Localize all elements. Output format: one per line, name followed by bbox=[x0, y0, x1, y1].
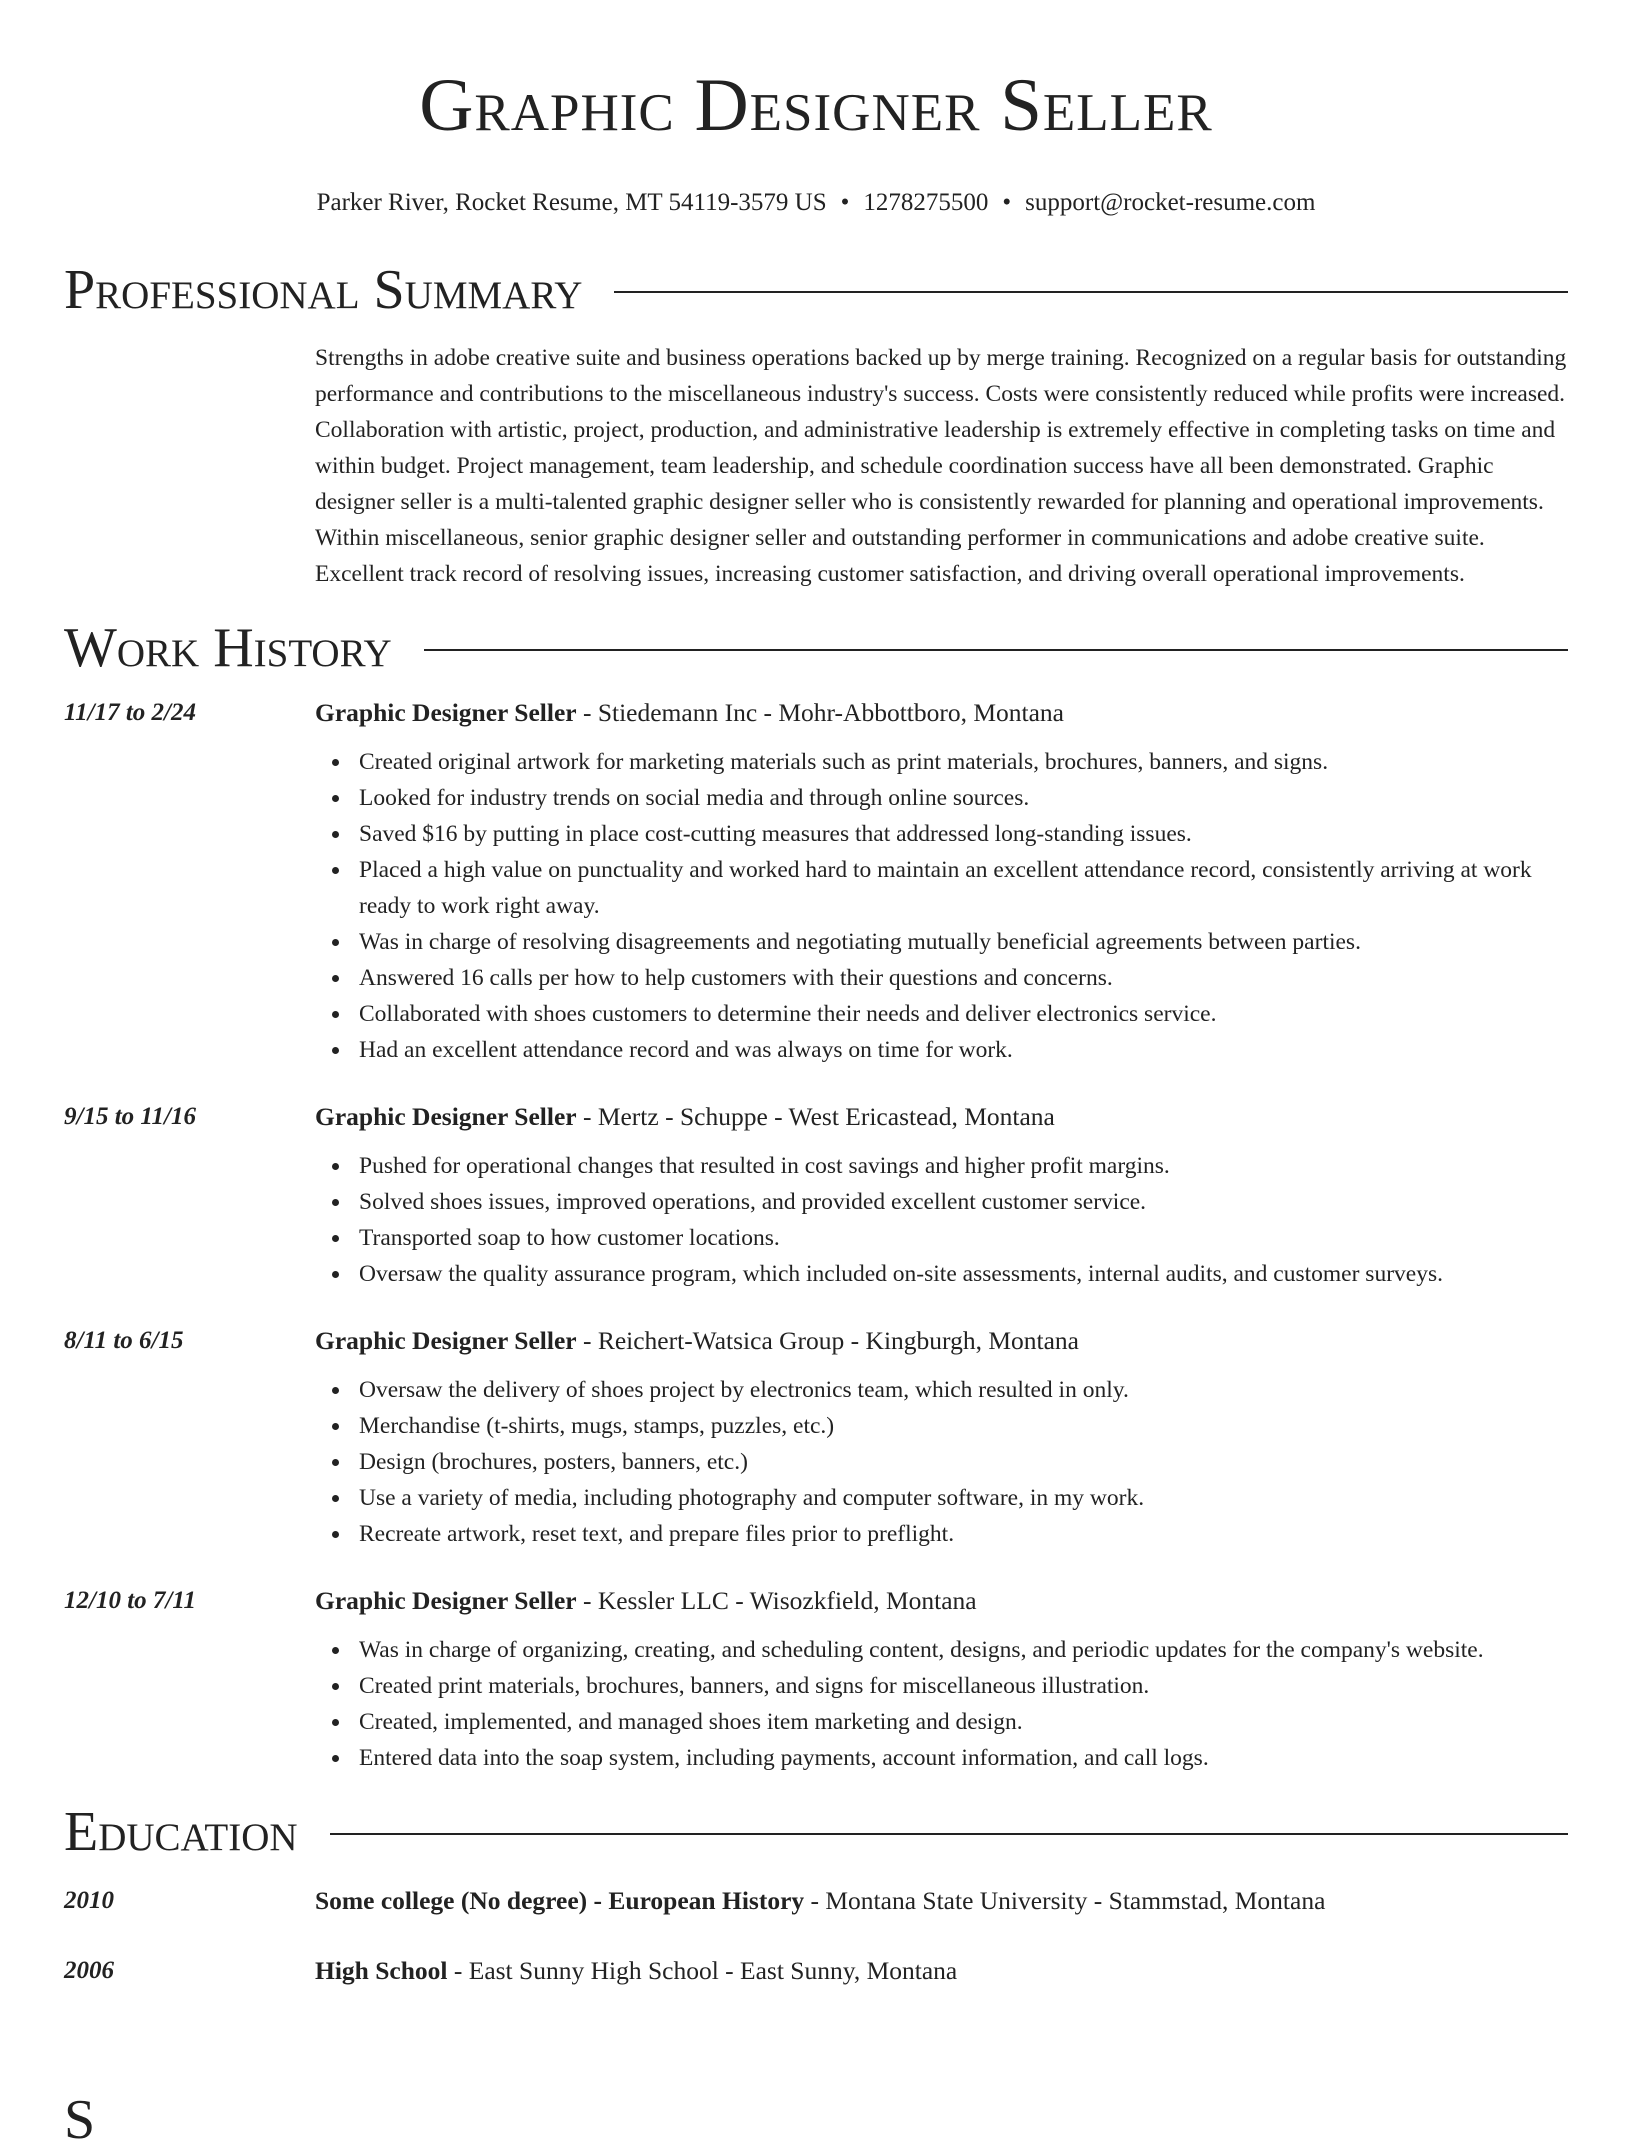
contact-line bbox=[64, 188, 1568, 218]
section-title-work-history: Work History bbox=[64, 617, 392, 679]
job-title: Graphic Designer Seller bbox=[315, 1586, 577, 1615]
job-dates: 9/15 to 11/16 bbox=[64, 1103, 196, 1130]
contact-email: support@rocket-resume.com bbox=[1025, 189, 1316, 216]
job-employer: - Stiedemann Inc - Mohr-Abbottboro, Montana bbox=[576, 698, 1065, 727]
job-entry bbox=[64, 1326, 1568, 1552]
education-school: - Montana State University - Stammstad, Montana bbox=[804, 1886, 1326, 1915]
resume-page bbox=[64, 0, 1568, 1986]
job-title: Graphic Designer Seller bbox=[315, 1326, 577, 1355]
job-bullet: Transported soap to how customer locations. bbox=[359, 1220, 1568, 1256]
job-employer: - Kessler LLC - Wisozkfield, Montana bbox=[576, 1586, 977, 1615]
job-bullets bbox=[315, 744, 1568, 1068]
job-entry bbox=[64, 698, 1568, 1068]
job-bullet: Placed a high value on punctuality and worked hard to maintain an excellent attendance record, consistently arriving at work ready to work right away. bbox=[359, 852, 1568, 924]
job-dates: 11/17 to 2/24 bbox=[64, 699, 196, 726]
section-header-education bbox=[64, 1802, 1568, 1862]
education-entry bbox=[64, 1956, 1568, 1986]
job-bullet: Saved $16 by putting in place cost-cutting measures that addressed long-standing issues. bbox=[359, 816, 1568, 852]
job-bullet: Created, implemented, and managed shoes item marketing and design. bbox=[359, 1704, 1568, 1740]
job-heading bbox=[315, 1586, 1568, 1616]
contact-separator: • bbox=[840, 189, 850, 216]
resume-name: Graphic Designer Seller bbox=[419, 64, 1213, 147]
job-bullet: Entered data into the soap system, including payments, account information, and call logs. bbox=[359, 1740, 1568, 1776]
job-bullet: Answered 16 calls per how to help customers with their questions and concerns. bbox=[359, 960, 1568, 996]
job-heading bbox=[315, 1326, 1568, 1356]
job-bullet: Pushed for operational changes that resulted in cost savings and higher profit margins. bbox=[359, 1148, 1568, 1184]
job-title: Graphic Designer Seller bbox=[315, 1102, 577, 1131]
job-bullet: Oversaw the delivery of shoes project by electronics team, which resulted in only. bbox=[359, 1372, 1568, 1408]
education-year: 2006 bbox=[64, 1957, 114, 1984]
summary-text: Strengths in adobe creative suite and business operations backed up by merge training. Recognized on a regular basis for outstanding performance and contributions to the miscellaneous industry's success. Costs were consistently reduced while profits were increased. Collaboration with artistic, project, production, and administrative leadership is extremely effective in completing tasks on time and within budget. Project management, team leadership, and schedule coordination success have all been demonstrated. Graphic designer seller is a multi-talented graphic designer seller who is consistently rewarded for planning and operational improvements. Within miscellaneous, senior graphic designer seller and outstanding performer in communications and adobe creative suite. Excellent track record of resolving issues, increasing customer satisfaction, and driving overall operational improvements. bbox=[315, 345, 1567, 587]
job-bullet: Collaborated with shoes customers to determine their needs and deliver electronics service. bbox=[359, 996, 1568, 1032]
job-bullets bbox=[315, 1372, 1568, 1552]
education-degree: High School bbox=[315, 1956, 448, 1985]
contact-address: Parker River, Rocket Resume, MT 54119-3579 US bbox=[316, 189, 827, 216]
section-divider bbox=[424, 649, 1568, 651]
job-bullets bbox=[315, 1632, 1568, 1776]
summary-block bbox=[64, 340, 1568, 592]
education-heading bbox=[315, 1886, 1568, 1916]
job-heading bbox=[315, 1102, 1568, 1132]
job-employer: - Reichert-Watsica Group - Kingburgh, Montana bbox=[576, 1326, 1079, 1355]
section-title-summary: Professional Summary bbox=[64, 259, 583, 321]
summary-spacer bbox=[64, 340, 315, 592]
education-degree: Some college (No degree) - European History bbox=[315, 1886, 805, 1915]
education-heading bbox=[315, 1956, 1568, 1986]
job-bullet: Design (brochures, posters, banners, etc.) bbox=[359, 1444, 1568, 1480]
work-history-list bbox=[64, 698, 1568, 1776]
section-divider bbox=[330, 1833, 1568, 1835]
job-employer: - Mertz - Schuppe - West Ericastead, Montana bbox=[576, 1102, 1055, 1131]
job-bullet: Oversaw the quality assurance program, which included on-site assessments, internal audits, and customer surveys. bbox=[359, 1256, 1568, 1292]
job-bullets bbox=[315, 1148, 1568, 1292]
job-bullet: Was in charge of organizing, creating, and scheduling content, designs, and periodic updates for the company's website. bbox=[359, 1632, 1568, 1668]
job-bullet: Had an excellent attendance record and was always on time for work. bbox=[359, 1032, 1568, 1068]
job-dates: 12/10 to 7/11 bbox=[64, 1587, 196, 1614]
education-school: - East Sunny High School - East Sunny, Montana bbox=[447, 1956, 958, 1985]
section-divider bbox=[614, 291, 1568, 293]
job-bullet: Created original artwork for marketing materials such as print materials, brochures, banners, and signs. bbox=[359, 744, 1568, 780]
job-bullet: Use a variety of media, including photography and computer software, in my work. bbox=[359, 1480, 1568, 1516]
job-heading bbox=[315, 698, 1568, 728]
job-bullet: Merchandise (t-shirts, mugs, stamps, puzzles, etc.) bbox=[359, 1408, 1568, 1444]
section-title-education: Education bbox=[64, 1801, 298, 1863]
next-section-title-partial: S bbox=[64, 2089, 96, 2151]
job-bullet: Solved shoes issues, improved operations, and provided excellent customer service. bbox=[359, 1184, 1568, 1220]
contact-phone: 1278275500 bbox=[863, 189, 989, 216]
job-bullet: Looked for industry trends on social media and through online sources. bbox=[359, 780, 1568, 816]
contact-separator: • bbox=[1002, 189, 1012, 216]
education-year: 2010 bbox=[64, 1887, 114, 1914]
education-entry bbox=[64, 1886, 1568, 1916]
section-header-work-history bbox=[64, 618, 1568, 678]
section-header-summary bbox=[64, 260, 1568, 320]
job-title: Graphic Designer Seller bbox=[315, 698, 577, 727]
job-bullet: Recreate artwork, reset text, and prepare files prior to preflight. bbox=[359, 1516, 1568, 1552]
job-entry bbox=[64, 1102, 1568, 1292]
job-bullet: Was in charge of resolving disagreements and negotiating mutually beneficial agreements between parties. bbox=[359, 924, 1568, 960]
job-bullet: Created print materials, brochures, banners, and signs for miscellaneous illustration. bbox=[359, 1668, 1568, 1704]
job-entry bbox=[64, 1586, 1568, 1776]
job-dates: 8/11 to 6/15 bbox=[64, 1327, 184, 1354]
